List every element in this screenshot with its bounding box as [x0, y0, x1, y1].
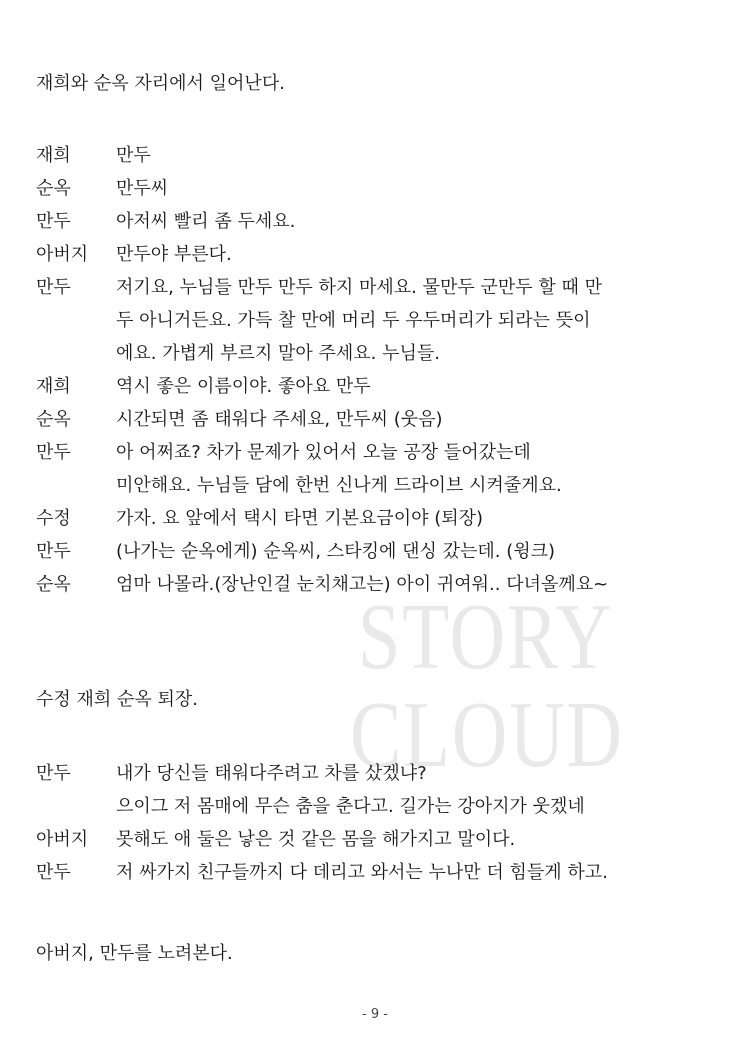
- speech-text: 엄마 나몰라.(장난인걸 눈치채고는) 아이 귀여워.. 다녀올께요~: [116, 574, 609, 595]
- dialogue-line: [36, 276, 716, 375]
- story-cloud-watermark: [350, 585, 624, 787]
- dialogue-line: [36, 573, 716, 606]
- stage-direction-3: 아버지, 만두를 노려본다.: [36, 943, 233, 964]
- speaker-name: 순옥: [36, 574, 71, 595]
- speech-text: 내가 당신들 태워다주려고 차를 샀겠냐? 으이그 저 몸매에 무슨 춤을 춘다고. 길가는 강아지가 웃겠네: [116, 763, 585, 817]
- dialogue-line: [36, 441, 716, 507]
- dialogue-line: [36, 375, 716, 408]
- watermark-line-1: STORY: [357, 585, 613, 689]
- dialogue-line: [36, 540, 716, 573]
- speaker-name: 만두: [36, 763, 71, 784]
- dialogue-line: [36, 408, 716, 441]
- dialogue-block-2: [36, 762, 716, 894]
- dialogue-line: [36, 210, 716, 243]
- speech-text: 만두야 부른다.: [116, 244, 232, 265]
- speech-text: 시간되면 좀 태워다 주세요, 만두씨 (웃음): [116, 409, 443, 430]
- speaker-name: 만두: [36, 277, 71, 298]
- dialogue-line: [36, 144, 716, 177]
- speaker-name: 만두: [36, 211, 71, 232]
- speaker-name: 재희: [36, 145, 71, 166]
- dialogue-line: [36, 762, 716, 828]
- speech-text: 만두: [116, 145, 151, 166]
- speech-text: 역시 좋은 이름이야. 좋아요 만두: [116, 376, 371, 397]
- speech-text: 아 어쩌죠? 차가 문제가 있어서 오늘 공장 들어갔는데 미안해요. 누님들 담에 한번 신나게 드라이브 시켜줄게요.: [116, 442, 562, 496]
- speech-text: 저 싸가지 친구들까지 다 데리고 와서는 누나만 더 힘들게 하고.: [116, 862, 608, 883]
- speech-text: 아저씨 빨리 좀 두세요.: [116, 211, 296, 232]
- page-number: - 9 -: [362, 1007, 388, 1022]
- speech-text: 가자. 요 앞에서 택시 타면 기본요금이야 (퇴장): [116, 508, 484, 529]
- dialogue-line: [36, 861, 716, 894]
- watermark-line-2: CLOUD: [350, 683, 624, 787]
- speech-text: 못해도 애 둘은 낳은 것 같은 몸을 해가지고 말이다.: [116, 829, 516, 850]
- speech-text: 저기요, 누님들 만두 만두 하지 마세요. 물만두 군만두 할 때 만 두 아니거든요. 가득 찰 만에 머리 두 우두머리가 되라는 뜻이 에요. 가볍게 부르지 말아 주세요. 누님들.: [116, 277, 602, 364]
- stage-direction-2: 수정 재희 순옥 퇴장.: [36, 689, 198, 710]
- speaker-name: 만두: [36, 442, 71, 463]
- speaker-name: 수정: [36, 508, 71, 529]
- stage-direction-1: 재희와 순옥 자리에서 일어난다.: [36, 73, 285, 94]
- speaker-name: 만두: [36, 541, 71, 562]
- dialogue-line: [36, 507, 716, 540]
- speaker-name: 순옥: [36, 409, 71, 430]
- dialogue-line: [36, 243, 716, 276]
- speaker-name: 순옥: [36, 178, 71, 199]
- speech-text: (나가는 순옥에게) 순옥씨, 스타킹에 댄싱 갔는데. (윙크): [116, 541, 556, 562]
- speaker-name: 만두: [36, 862, 71, 883]
- dialogue-line: [36, 828, 716, 861]
- speaker-name: 아버지: [36, 244, 89, 265]
- dialogue-line: [36, 177, 716, 210]
- speaker-name: 아버지: [36, 829, 89, 850]
- speech-text: 만두씨: [116, 178, 169, 199]
- speaker-name: 재희: [36, 376, 71, 397]
- dialogue-block-1: [36, 144, 716, 606]
